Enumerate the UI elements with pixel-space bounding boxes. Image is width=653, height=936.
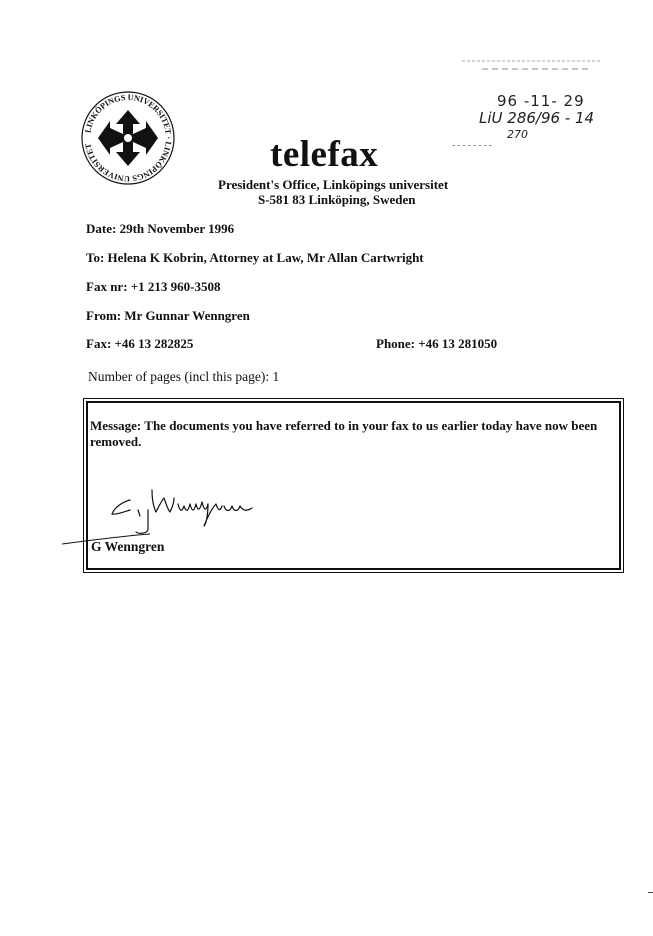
date-field: Date: 29th November 1996 <box>86 221 235 236</box>
recipient-field: To: Helena K Kobrin, Attorney at Law, Mr Allan Cartwright <box>86 250 424 265</box>
page-edge-mark <box>648 892 653 893</box>
from-field: From: Mr Gunnar Wenngren <box>86 308 250 323</box>
university-seal-logo <box>78 88 178 188</box>
sender-fax-field: Fax: +46 13 282825 <box>86 336 194 351</box>
message-text: Message: The documents you have referred to in your fax to us earlier today have now been removed. <box>90 418 598 449</box>
document-title: telefax <box>270 134 379 175</box>
stamp-registration: LiU 286/96 - 14 <box>479 109 595 127</box>
stamp-note: 270 <box>507 128 528 141</box>
svg-text:LINKÖPINGS UNIVERSITET · LINKÖ: LINKÖPINGS UNIVERSITET · LINKÖPINGS UNIVERSITET <box>83 92 174 184</box>
stamp-divider <box>452 145 492 146</box>
signer-name: G Wenngren <box>91 539 165 554</box>
fax-number-field: Fax nr: +1 213 960-3508 <box>86 279 221 294</box>
sender-address: S-581 83 Linköping, Sweden <box>258 192 416 207</box>
received-stamp <box>479 92 605 152</box>
stamp-header-marks <box>462 58 602 72</box>
sender-office: President's Office, Linköpings universitet <box>218 177 449 192</box>
page-count-field: Number of pages (incl this page): 1 <box>88 369 280 384</box>
stamp-date: 96 -11- 29 <box>497 92 585 110</box>
sender-phone-field: Phone: +46 13 281050 <box>376 336 498 351</box>
